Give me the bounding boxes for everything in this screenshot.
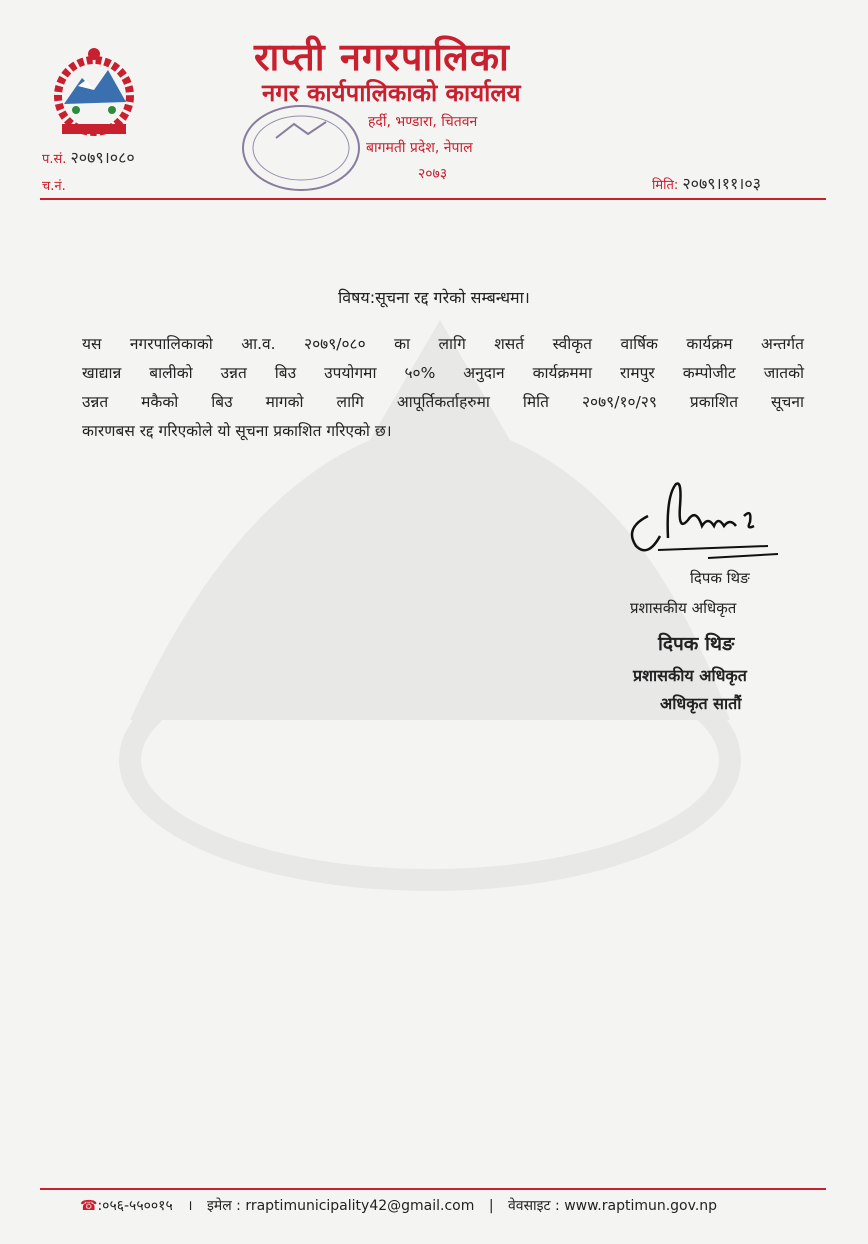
footer-separator: ।	[187, 1198, 193, 1214]
stamp-title: प्रशासकीय अधिकृत	[633, 666, 747, 685]
signatory-title: प्रशासकीय अधिकृत	[630, 599, 737, 617]
date-value: २०७९।११।०३	[682, 174, 762, 193]
letter-subject: विषय:सूचना रद्द गरेको सम्बन्धमा।	[338, 288, 530, 307]
footer-phone: :०५६-५५००१५	[97, 1198, 173, 1214]
footer-email: rraptimunicipality42@gmail.com	[245, 1198, 475, 1214]
body-line: कारणबस रद्द गरिएकोले यो सूचना प्रकाशित गरिएको छ।	[82, 422, 392, 440]
footer-divider	[40, 1188, 826, 1190]
footer-website: www.raptimun.gov.np	[564, 1198, 718, 1214]
org-address: हर्दी, भण्डारा, चितवन	[368, 114, 478, 130]
body-line: खाद्यान्न बालीको उन्नत बिउ उपयोगमा ५०% अनुदान कार्यक्रममा रामपुर कम्पोजीट जातको	[82, 364, 804, 382]
footer-email-label: इमेल :	[206, 1198, 241, 1214]
footer	[80, 1196, 717, 1215]
reference-number	[42, 146, 135, 168]
stamp-name: दिपक थिङ	[658, 633, 735, 655]
dispatch-number	[42, 176, 66, 194]
footer-website-label: वेवसाइट :	[508, 1198, 560, 1214]
org-province: बागमती प्रदेश, नेपाल	[366, 140, 473, 156]
nepal-emblem-icon	[38, 40, 150, 140]
signatory-name: दिपक थिङ	[690, 569, 750, 587]
org-subtitle: नगर कार्यपालिकाको कार्यालय	[262, 79, 521, 107]
handwritten-signature	[618, 476, 796, 566]
header-divider	[40, 198, 826, 200]
letter-body	[82, 330, 804, 446]
reference-label: प.सं.	[42, 152, 67, 167]
org-year: २०७३	[418, 166, 448, 182]
letter-date	[652, 172, 761, 194]
stamp-rank: अधिकृत सातौं	[660, 694, 742, 713]
phone-icon: ☎	[80, 1198, 98, 1214]
reference-value: २०७९।०८०	[70, 148, 135, 167]
date-label: मिति:	[652, 178, 679, 193]
body-line: यस नगरपालिकाको आ.व. २०७९/०८० का लागि शसर्त स्वीकृत वार्षिक कार्यक्रम अन्तर्गत	[82, 335, 804, 353]
office-stamp-icon	[236, 98, 366, 198]
dispatch-label: च.नं.	[42, 179, 66, 194]
org-title: राप्ती नगरपालिका	[254, 35, 510, 79]
footer-separator: |	[488, 1198, 494, 1214]
body-line: उन्नत मकैको बिउ मागको लागि आपूर्तिकर्ताहरुमा मिति २०७९/१०/२९ प्रकाशित सूचना	[82, 393, 804, 411]
